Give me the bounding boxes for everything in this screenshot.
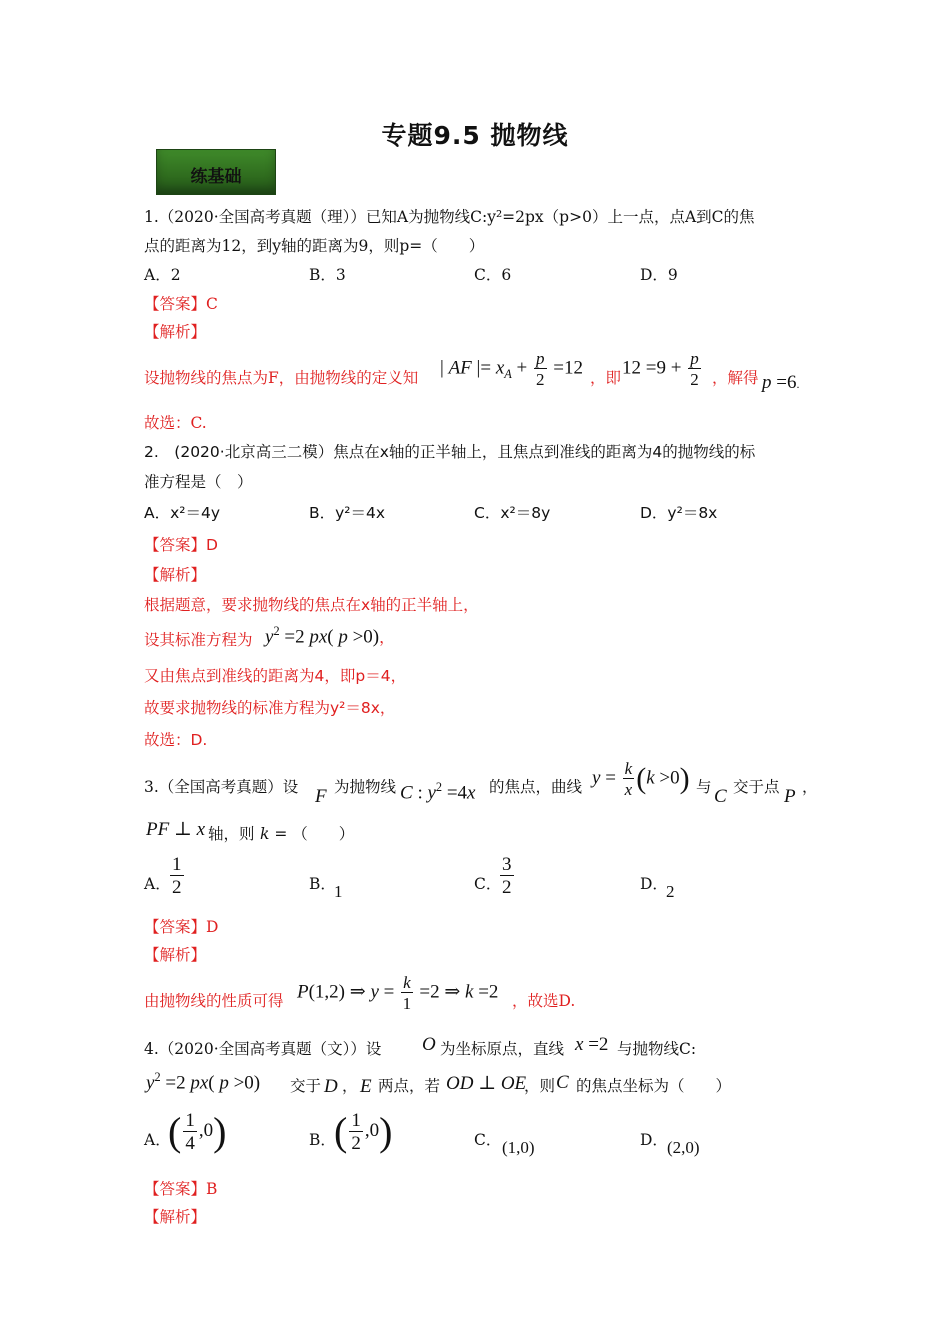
q3-mid4: 交于点: [733, 778, 780, 796]
q3-var-c: C: [714, 786, 727, 807]
q4-var-d: D: [324, 1076, 338, 1097]
q2-line1: 2. (2020·北京高三二模）焦点在x轴的正半轴上，且焦点到准线的距离为4的抛物线的标: [144, 443, 756, 461]
q4-mid4: ，: [342, 1077, 358, 1095]
page-title: 专题9.5 抛物线: [381, 121, 569, 150]
q4-mid7: 的焦点坐标为（ ）: [576, 1077, 732, 1095]
q4-mid5: 两点，若: [378, 1077, 441, 1095]
q1-opt-d: D．9: [640, 266, 678, 284]
q4-mid1: 为坐标原点，直线: [440, 1040, 565, 1058]
q3-line2-k: k = （ ）: [260, 825, 355, 843]
q1-opt-a: A．2: [144, 266, 181, 284]
q2-opt-d: D．y²＝8x: [640, 504, 718, 522]
q4-opt-b: B．: [309, 1131, 336, 1149]
q1-solution-mid: ，即: [590, 369, 622, 387]
q3-mid3: 与: [696, 778, 712, 796]
q2-step4: 故要求抛物线的标准方程为y²＝8x，: [144, 699, 396, 717]
q4-eq-perp: OD ⊥ OE: [446, 1073, 527, 1094]
q3-line2: 轴，则: [208, 825, 255, 843]
q4-mid6: ，则: [524, 1077, 556, 1095]
q3-opt-c: C．: [474, 875, 502, 893]
q1-line2: 点的距离为12，到y轴的距离为9，则p=（ ）: [144, 237, 485, 255]
q4-var-o: O: [422, 1034, 436, 1055]
q3-pre: 3.（全国高考真题）设: [144, 778, 299, 796]
q4-opt-d-value: (2,0): [667, 1138, 700, 1157]
q4-mid2: 与抛物线C:: [617, 1040, 697, 1058]
q3-opt-d: D．: [640, 875, 668, 893]
q3-var-p: P: [784, 786, 796, 807]
q1-answer: 【答案】C: [144, 295, 218, 313]
q1-opt-c: C．6: [474, 266, 512, 284]
q1-line1: 1.（2020·全国高考真题（理））已知A为抛物线C:y²=2px（p>0）上一点，点A到C的焦: [144, 208, 755, 226]
q3-opt-b: B．: [309, 875, 336, 893]
q1-solution-eq2: 12 =9 + $\frac{p}{2}$: [622, 349, 699, 389]
q3-answer: 【答案】D: [144, 918, 219, 936]
q3-solution-end: ，故选D.: [512, 992, 576, 1010]
q2-step3: 又由焦点到准线的距离为4，即p＝4，: [144, 667, 407, 685]
q4-analysis: 【解析】: [144, 1208, 207, 1226]
q3-var-f: F: [315, 786, 327, 807]
q2-opt-c: C．x²＝8y: [474, 504, 551, 522]
q4-pre: 4.（2020·全国高考真题（文））设: [144, 1040, 382, 1058]
q3-comma: ，: [802, 778, 818, 796]
q1-opt-b: B．3: [309, 266, 346, 284]
q2-line2: 准方程是（ ）: [144, 473, 253, 491]
q3-opt-a-value: $\frac{1}{2}$: [172, 854, 182, 898]
q3-opt-d-value: 2: [666, 882, 675, 901]
q3-analysis: 【解析】: [144, 946, 207, 964]
q4-eq-p: $y^2 =2$ px( p >0): [146, 1070, 261, 1094]
q3-eq-curve: y = $\frac{k}{x}$ (k >0): [592, 759, 690, 799]
section-banner: [156, 149, 276, 195]
q3-opt-c-value: $\frac{3}{2}$: [502, 854, 512, 898]
q2-step5: 故选：D.: [144, 731, 208, 749]
q1-analysis: 【解析】: [144, 323, 207, 341]
q4-var-e: E: [360, 1076, 372, 1097]
q3-line2-eq: PF ⊥ x: [146, 819, 206, 840]
q2-step1: 根据题意，要求抛物线的焦点在x轴的正半轴上，: [144, 596, 479, 614]
q4-opt-b-value: ( $\frac{1}{2}$ ,0): [334, 1109, 393, 1154]
q4-opt-c-value: (1,0): [502, 1138, 535, 1157]
q3-opt-a: A．: [144, 875, 171, 893]
q2-step2-eq: $y^2 =2$ px( p >0)，: [265, 624, 395, 648]
q4-opt-a-value: ( $\frac{1}{4}$ ,0): [168, 1109, 227, 1154]
q1-solution-text: 设抛物线的焦点为F，由抛物线的定义知: [144, 369, 419, 387]
q3-mid2: 的焦点，曲线: [489, 778, 583, 796]
q2-analysis: 【解析】: [144, 566, 207, 584]
q4-var-c: C: [556, 1072, 569, 1093]
q4-answer: 【答案】B: [144, 1180, 218, 1198]
q2-step2: 设其标准方程为: [144, 631, 253, 649]
q4-eq-x: x =2: [575, 1034, 609, 1055]
q3-solution-eq: P(1,2) ⇒ y = $\frac{k}{1}$ =2 ⇒ k =2: [297, 973, 499, 1013]
q1-solution-mid2: ，解得: [712, 369, 759, 387]
q1-solution-eq1: | AF |= $x_A$ + $\frac{p}{2}$ =12: [440, 349, 583, 389]
q3-opt-b-value: 1: [334, 882, 343, 901]
q3-eq-c: C : $y^2 =4x$: [400, 780, 476, 804]
q2-opt-a: A．x²＝4y: [144, 504, 221, 522]
q4-opt-d: D．: [640, 1131, 668, 1149]
q4-opt-c: C．: [474, 1131, 502, 1149]
q4-mid3: 交于: [290, 1077, 322, 1095]
section-banner-label: 练基础: [190, 167, 242, 187]
q4-opt-a: A．: [144, 1131, 171, 1149]
q3-solution-text: 由抛物线的性质可得: [144, 992, 284, 1010]
q2-opt-b: B．y²＝4x: [309, 504, 386, 522]
q1-solution-eq3: p =6.: [762, 372, 800, 393]
q3-mid1: 为抛物线: [334, 778, 397, 796]
q1-conclusion: 故选：C.: [144, 414, 207, 432]
q2-answer: 【答案】D: [144, 536, 218, 554]
